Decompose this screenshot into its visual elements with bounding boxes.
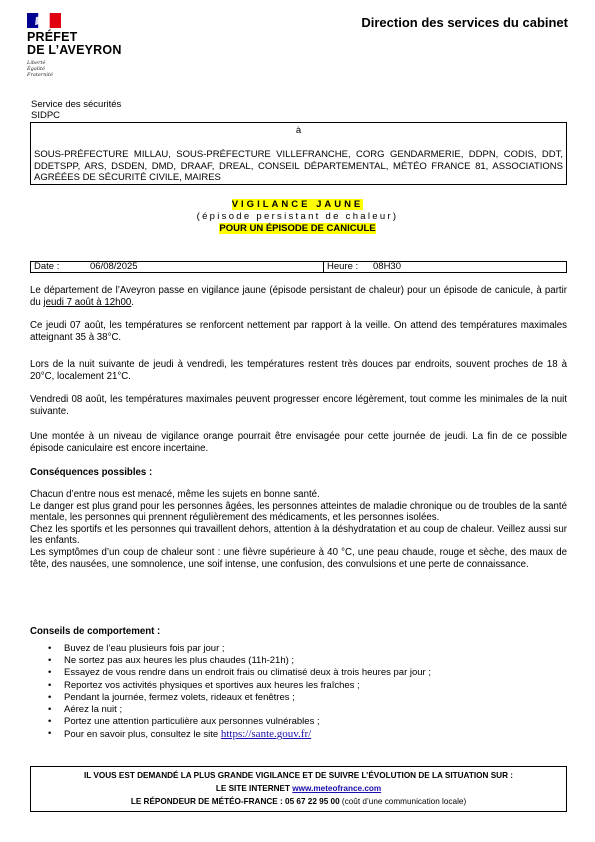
heure-value: 08H30 xyxy=(373,261,401,272)
service-acronym: SIDPC xyxy=(31,110,61,121)
header-title: Direction des services du cabinet xyxy=(361,15,568,30)
consequence-line-1: Chacun d’entre nous est menacé, même les sujets en bonne santé. xyxy=(30,489,320,500)
intro-end: . xyxy=(131,296,134,308)
paragraph-jeudi: Ce jeudi 07 août, les températures se renforcent nettement par rapport à la veille. On attend des températures maximales atteignant 35 à 38°C. xyxy=(30,320,567,343)
heure-label: Heure : xyxy=(327,261,359,272)
motto-fraternite: Fraternité xyxy=(27,72,53,78)
date-label: Date : xyxy=(34,261,60,272)
intro-text: Le département de l’Aveyron passe en vigilance jaune (épisode persistant de chaleur) pour un épisode de canicule, à partir du xyxy=(30,285,567,308)
paragraph-orange: Une montée à un niveau de vigilance orange pourrait être envisagée pour cette journée de jeudi. La fin de ce possible épisode caniculaire est encore incertaine. xyxy=(30,431,567,454)
vigilance-title-row xyxy=(0,199,595,211)
footer-line-1: IL VOUS EST DEMANDÉ LA PLUS GRANDE VIGILANCE ET DE SUIVRE L’ÉVOLUTION DE LA SITUATION SUR : xyxy=(84,771,513,780)
recipients-to: à xyxy=(295,125,302,136)
consequence-line-4: Les symptômes d’un coup de chaleur sont : une fièvre supérieure à 40 °C, une peau chaude, rouge et sèche, des maux de tête, des nausées, une somnolence, une soif intense, une confusion, des convulsions et une perte de connaissance. xyxy=(30,546,567,570)
advice-item: • Buvez de l’eau plusieurs fois par jour ; xyxy=(48,643,568,655)
vigilance-subtitle2-row xyxy=(0,223,595,235)
advice-item: • Aérez la nuit ; xyxy=(48,704,568,716)
recipients-box xyxy=(30,122,567,185)
footer-line-3 xyxy=(31,795,566,808)
recipients-list: SOUS-PRÉFECTURE MILLAU, SOUS-PRÉFECTURE VILLEFRANCHE, CORG GENDARMERIE, DDPN, CODIS, DDT, DDETSPP, ARS, DSDEN, DMD, DRAAF, DREAL, CONSEIL DÉPARTEMENTAL, MÉTÉO FRANCE 81, ASSOCIATIONS AGRÉÉES DE SÉCURITÉ CIVILE, MAIRES xyxy=(34,149,563,183)
advice-list xyxy=(48,643,568,742)
paragraph-intro xyxy=(30,285,567,308)
paragraph-vendredi: Vendredi 08 août, les températures maximales peuvent progresser encore légèrement, tout comme les minimales de la nuit suivante. xyxy=(30,394,567,417)
advice-item: • Reportez vos activités physiques et sportives aux heures les fraîches ; xyxy=(48,680,568,692)
more-info-text: Pour en savoir plus, consultez le site xyxy=(64,729,221,741)
footer-site-label: LE SITE INTERNET xyxy=(215,784,293,793)
logo-aveyron-line: DE L’AVEYRON xyxy=(27,43,122,57)
consequences-heading: Conséquences possibles : xyxy=(30,467,153,478)
advice-heading: Conseils de comportement : xyxy=(30,626,161,637)
vigilance-subtitle2: POUR UN ÉPISODE DE CANICULE xyxy=(219,223,376,234)
date-value: 06/08/2025 xyxy=(90,261,138,272)
meteofrance-link[interactable]: www.meteofrance.com xyxy=(292,784,382,793)
advice-item: • Essayez de vous rendre dans un endroit frais ou climatisé deux à trois heures par jour ; xyxy=(48,667,568,679)
marianne-flag-logo xyxy=(27,13,61,28)
motto-egalite: Égalité xyxy=(27,66,45,72)
advice-item-more-info xyxy=(48,728,568,741)
service-block xyxy=(31,99,121,121)
motto-liberte: Liberté xyxy=(27,60,46,66)
vigilance-title: VIGILANCE JAUNE xyxy=(231,199,364,210)
consequence-line-2: Le danger est plus grand pour les personnes âgées, les personnes atteintes de maladie chronique ou de troubles de la santé mentale, les personnes qui prennent régulièrement des médicaments, et les personnes isolées. xyxy=(30,500,567,524)
footer-phone: LE RÉPONDEUR DE MÉTÉO-FRANCE : 05 67 22 95 00 xyxy=(130,797,340,806)
vigilance-subtitle: (épisode persistant de chaleur) xyxy=(196,211,399,222)
consequences-text xyxy=(30,489,567,570)
advice-item: • Portez une attention particulière aux personnes vulnérables ; xyxy=(48,716,568,728)
service-name: Service des sécurités xyxy=(31,99,122,110)
advice-item: • Pendant la journée, fermez volets, rideaux et fenêtres ; xyxy=(48,692,568,704)
sante-gouv-link[interactable]: https://sante.gouv.fr/ xyxy=(220,728,312,741)
paragraph-nuit: Lors de la nuit suivante de jeudi à vendredi, les températures restent très douces par endroits, souvent proches de 18 à 20°C, localement 21°C. xyxy=(30,359,567,382)
logo-prefet-line: PRÉFET xyxy=(27,30,78,44)
intro-start-time: jeudi 7 août à 12h00 xyxy=(43,296,132,308)
advice-item: • Ne sortez pas aux heures les plus chaudes (11h-21h) ; xyxy=(48,655,568,667)
footer-phone-note: (coût d’une communication locale) xyxy=(339,797,467,806)
consequence-line-3: Chez les sportifs et les personnes qui travaillent dehors, attention à la déshydratation et au coup de chaleur. Veillez aussi sur les enfants. xyxy=(30,523,567,547)
footer-line-2 xyxy=(31,782,566,795)
date-heure-row xyxy=(30,261,567,273)
footer-box xyxy=(30,766,567,812)
date-divider xyxy=(323,261,324,273)
